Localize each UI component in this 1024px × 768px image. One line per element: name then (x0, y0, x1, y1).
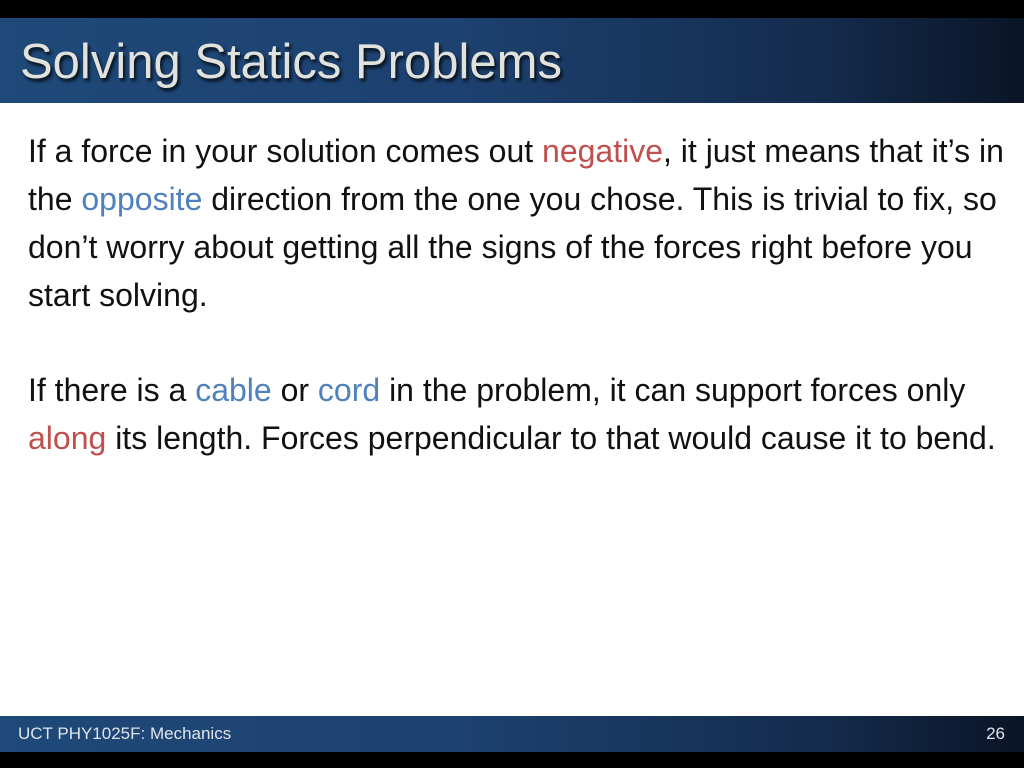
highlight-along: along (28, 420, 107, 456)
slide-body (0, 103, 1024, 716)
paragraph-1-text-3: direction from the one you chose. This is trivial to fix, so don’t worry about getting all the signs of the forces right before you start solving. (28, 181, 997, 313)
paragraph-1-text-2: , it just means that it’s in the (28, 133, 1004, 217)
slide-number: 26 (986, 724, 1005, 743)
paragraph-1-text-1: If a force in your solution comes out (28, 133, 543, 169)
bottom-letterbox (0, 752, 1024, 768)
course-label: UCT PHY1025F: Mechanics (18, 724, 232, 743)
slide-title: Solving Statics Problems (20, 35, 562, 89)
highlight-cord: cord (317, 372, 381, 408)
top-letterbox (0, 0, 1024, 18)
footer-bar (0, 716, 1024, 752)
paragraph-negative-forces (28, 127, 1013, 319)
paragraph-2-text-3: in the problem, it can support forces only (380, 372, 966, 408)
highlight-cable: cable (195, 372, 272, 408)
title-bar (0, 18, 1024, 103)
paragraph-2-text-1: If there is a (28, 372, 196, 408)
highlight-negative: negative (542, 133, 664, 169)
highlight-opposite: opposite (81, 181, 203, 217)
paragraph-cables-cords (28, 366, 1013, 462)
paragraph-2-text-4: its length. Forces perpendicular to that would cause it to bend. (106, 420, 996, 456)
paragraph-2-text-2: or (271, 372, 318, 408)
